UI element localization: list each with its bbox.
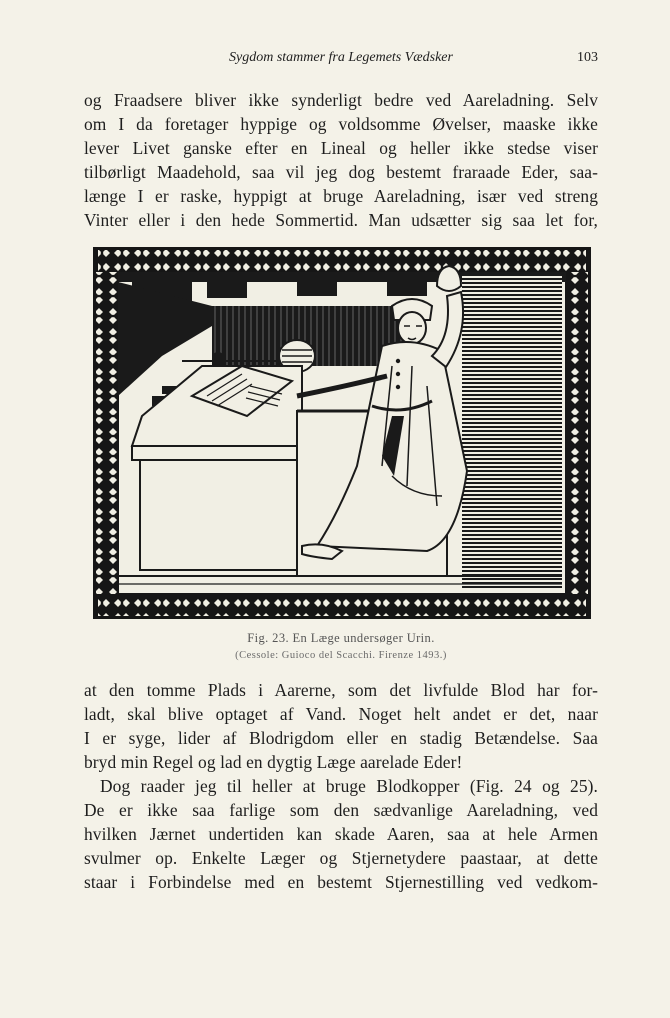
text-line: lever Livet ganske efter en Lineal og heller ikke stedse viser bbox=[84, 138, 598, 158]
text-line: om I da foretager hyppige og voldsomme Øvelser, maaske ikke bbox=[84, 114, 598, 134]
running-head bbox=[84, 50, 598, 68]
text-line: tilbørligt Maadehold, saa vil jeg dog bestemt fraraade Eder, saa- bbox=[84, 162, 598, 182]
running-title: Sygdom stammer fra Legemets Vædsker bbox=[229, 50, 453, 65]
text-line: længe I er raske, hyppigt at bruge Aareladning, især ved streng bbox=[84, 186, 598, 206]
text-line: Vinter eller i den hede Sommertid. Man udsætter sig saa let for, bbox=[84, 210, 598, 230]
text-line: at den tomme Plads i Aarerne, som det livfulde Blod har for- bbox=[84, 680, 598, 700]
text-line: Dog raader jeg til heller at bruge Blodkopper (Fig. 24 og 25). bbox=[100, 776, 598, 796]
woodcut-illustration bbox=[92, 246, 592, 620]
text-line: I er syge, lider af Blodrigdom eller en stadig Betændelse. Saa bbox=[84, 728, 598, 748]
text-line: staar i Forbindelse med en bestemt Stjernestilling ved vedkom- bbox=[84, 872, 598, 892]
paragraph-bottom bbox=[84, 678, 598, 894]
paragraph-top bbox=[84, 88, 598, 232]
figure-caption: Fig. 23. En Læge undersøger Urin. bbox=[247, 631, 435, 645]
figure-source: (Cessole: Guioco del Scacchi. Firenze 1493.) bbox=[235, 650, 447, 661]
text-line: De er ikke saa farlige som den sædvanlige Aareladning, ved bbox=[84, 800, 598, 820]
text-line: svulmer op. Enkelte Læger og Stjernetydere paastaar, at dette bbox=[84, 848, 598, 868]
text-line: og Fraadsere bliver ikke synderligt bedre ved Aareladning. Selv bbox=[84, 90, 598, 110]
text-line: hvilken Jærnet undertiden kan skade Aaren, saa at hele Armen bbox=[84, 824, 598, 844]
page-number: 103 bbox=[577, 50, 598, 65]
text-line: ladt, skal blive optaget af Vand. Noget helt andet er det, naar bbox=[84, 704, 598, 724]
text-line: bryd min Regel og lad en dygtig Læge aarelade Eder! bbox=[84, 752, 463, 772]
